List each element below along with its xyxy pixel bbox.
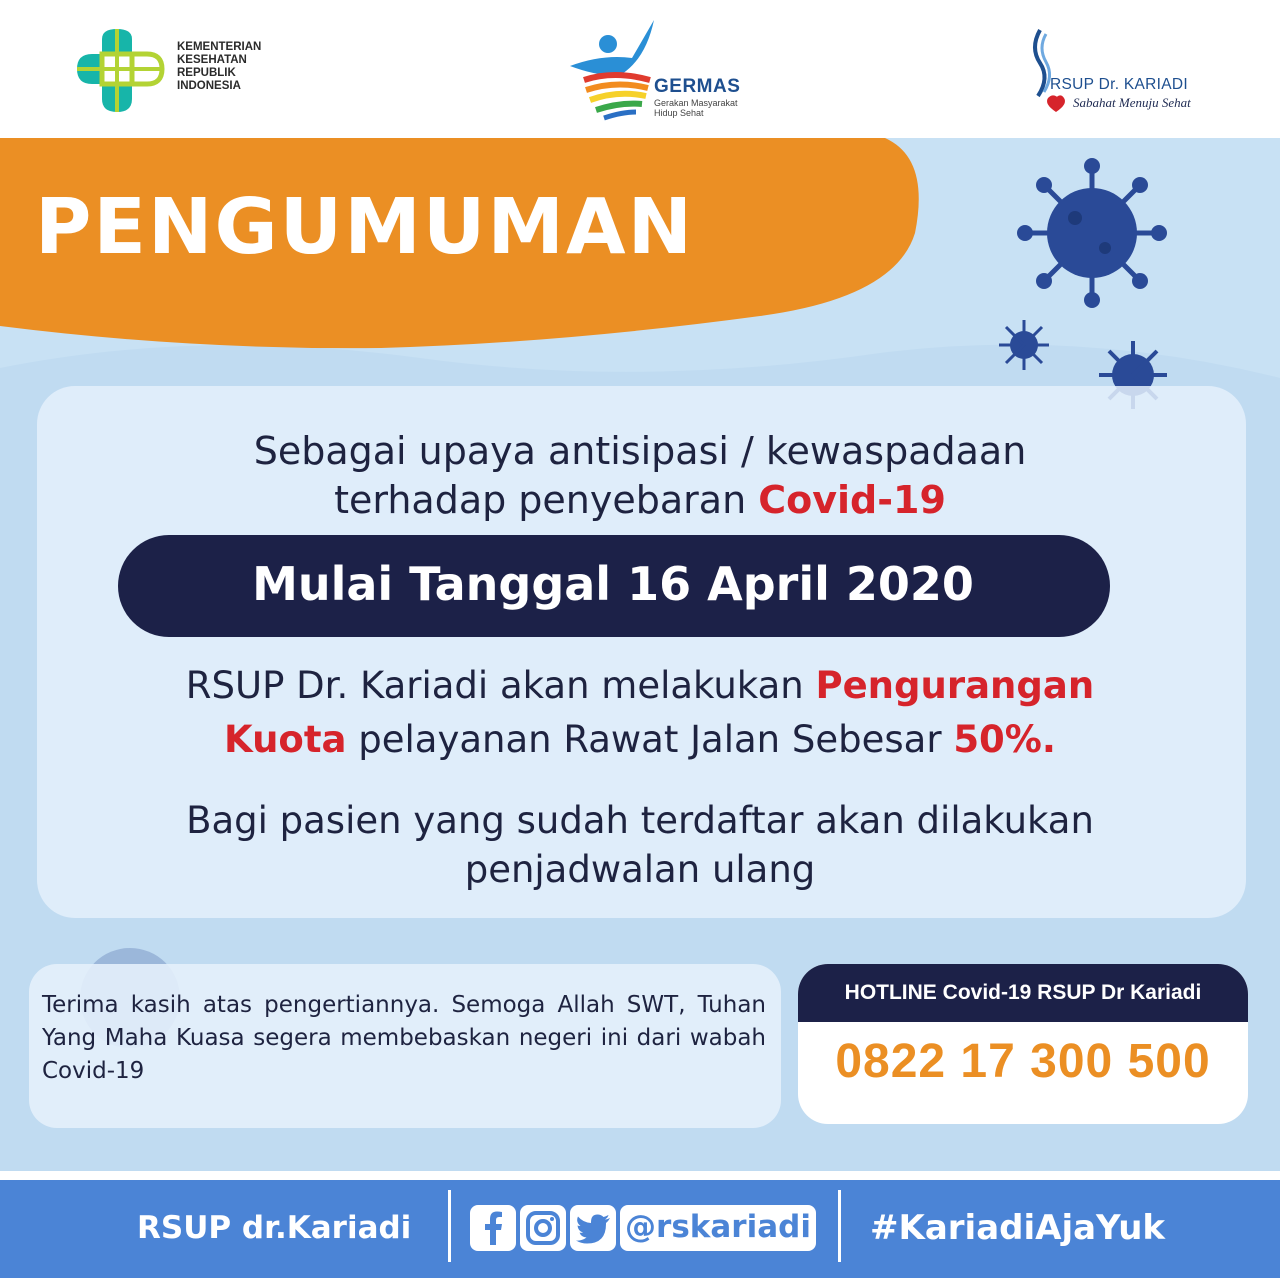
body-line-3: Bagi pasien yang sudah terdaftar akan dilakukan [186,799,1094,842]
announcement-title: PENGUMUMAN [35,183,695,272]
kemenkes-line: INDONESIA [177,80,241,92]
kariadi-logo [1020,28,1220,118]
hotline-label: HOTLINE Covid-19 RSUP Dr Kariadi [844,981,1202,1004]
reduction-highlight: Pengurangan [815,664,1095,707]
thanks-text: Terima kasih atas pengertiannya. Semoga Allah SWT, Tuhan Yang Maha Kuasa segera membebaskan negeri ini dari wabah Covid-19 [42,992,766,1084]
germas-title: GERMAS [654,76,741,97]
kemenkes-emblem-icon [72,24,172,114]
kemenkes-line: KEMENTERIAN [177,41,262,53]
percent-highlight: 50%. [953,718,1056,761]
hospital-tagline: Sabahat Menuju Sehat [1073,95,1191,110]
hotline-number[interactable]: 0822 17 300 500 [835,1035,1211,1088]
germas-sub-line: Gerakan Masyarakat [654,98,738,108]
twitter-icon[interactable] [570,1205,616,1251]
body-line-1 [0,664,1280,707]
germas-figure-icon [562,18,662,128]
instagram-icon[interactable] [520,1205,566,1251]
quota-highlight: Kuota [224,718,347,761]
kemenkes-text [177,41,261,93]
virus-icon [1017,158,1167,308]
covid-highlight: Covid-19 [758,478,946,522]
hashtag[interactable]: #KariadiAjaYuk [870,1208,1166,1248]
body-line-4: penjadwalan ulang [464,848,816,891]
hospital-name: RSUP Dr. KARIADI [1050,76,1189,93]
footer-hospital-name: RSUP dr.Kariadi [137,1210,412,1246]
footer-divider [448,1190,451,1262]
germas-logo [562,18,762,128]
germas-sub-line: Hidup Sehat [654,108,704,118]
kemenkes-logo [72,24,292,114]
body-line-2-text: pelayanan Rawat Jalan Sebesar [346,718,954,761]
virus-icon [999,320,1049,370]
body-line-1-text: RSUP Dr. Kariadi akan melakukan [185,664,816,707]
social-handle[interactable]: @rskariadi [625,1209,811,1245]
lead-line-2-text: terhadap penyebaran [334,478,759,522]
footer-divider [838,1190,841,1262]
date-banner-text: Mulai Tanggal 16 April 2020 [252,557,974,611]
body-line-2 [0,718,1280,761]
hotline-box [798,964,1248,1124]
hotline-header [798,964,1248,1022]
facebook-icon[interactable] [470,1205,516,1251]
germas-subtitle [654,98,738,118]
lead-line-1: Sebagai upaya antisipasi / kewaspadaan [253,429,1027,473]
kemenkes-line: KESEHATAN [177,54,247,66]
header [0,0,1280,138]
lead-line-2 [0,478,1280,522]
kemenkes-line: REPUBLIK [177,67,236,79]
